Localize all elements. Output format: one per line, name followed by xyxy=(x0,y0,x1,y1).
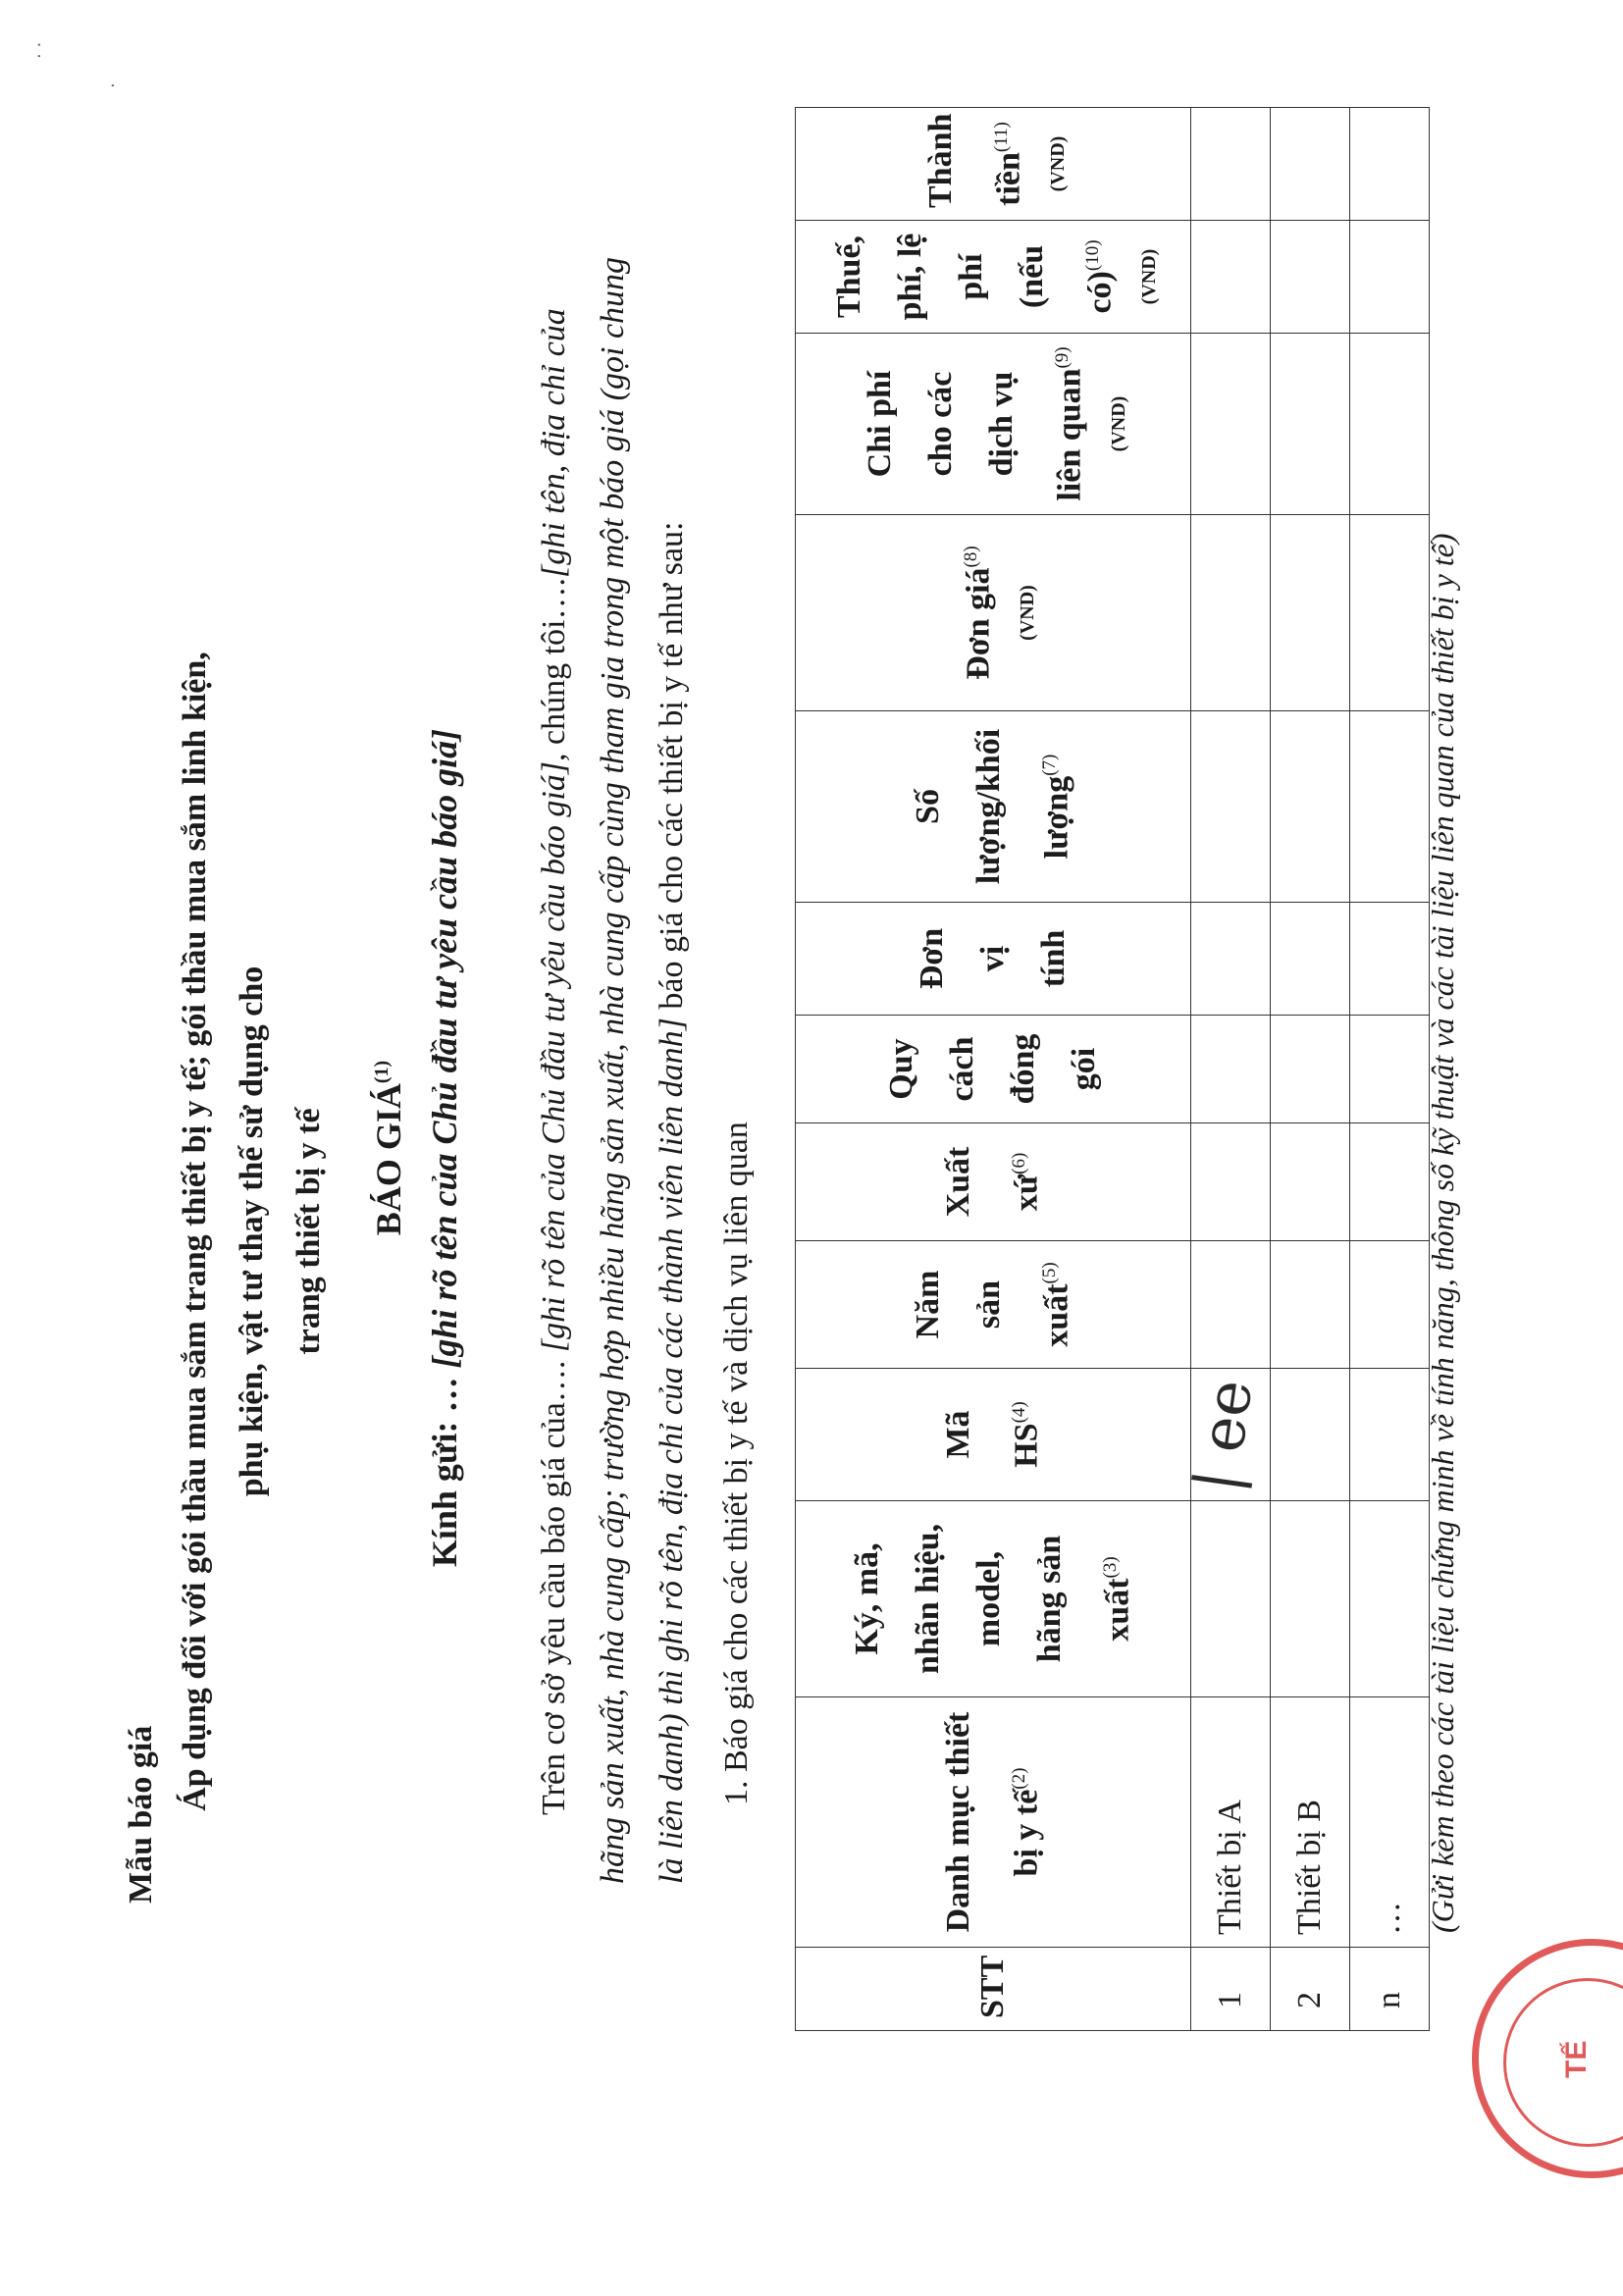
scan-speck: · · xyxy=(29,41,50,59)
header-origin: Xuất xứ$^{(6)}$ xyxy=(796,1123,1191,1241)
title-note: (1) xyxy=(371,1060,393,1084)
applies-to-heading xyxy=(167,628,338,1835)
stamp-text: TẾ xyxy=(1560,2040,1593,2078)
header-unit-price: Đơn giá$^{(8)}$ (VND) xyxy=(796,515,1191,711)
row-device-name: Thiết bị A xyxy=(1191,1697,1271,1948)
row-stt: n xyxy=(1350,1948,1430,2031)
header-packaging: Quy cách đóng gói xyxy=(796,1016,1191,1123)
form-label: Mẫu báo giá xyxy=(123,1725,159,1904)
header-hs-code: Mã HS$^{(4)}$ xyxy=(796,1369,1191,1501)
applies-to-line1: Áp dụng đối với gói thầu mua sắm trang thiết bị y tế; gói thầu mua sắm linh kiện, phụ kiện, vật tư thay thế sử dụng cho xyxy=(177,652,270,1811)
quote-table xyxy=(795,107,1430,2031)
table-row xyxy=(1271,108,1350,2031)
intro-text: , chúng tôi…. xyxy=(536,578,572,761)
header-stt: STT xyxy=(796,1948,1191,2031)
intro-text: Trên cơ sở yêu cầu báo giá của…. xyxy=(536,1352,572,1815)
row-device-name: … xyxy=(1350,1697,1430,1948)
header-device-list: Danh mục thiết bị y tế$^{(2)}$ xyxy=(796,1697,1191,1948)
row-device-name: Thiết bị B xyxy=(1271,1697,1350,1948)
row-stt: 2 xyxy=(1271,1948,1350,2031)
table-row xyxy=(1191,108,1271,2031)
attachment-footnote: (Gửi kèm theo các tài liệu chứng minh về tính năng, thông số kỹ thuật và các tài liệu liên quan của thiết bị y tế) xyxy=(1425,533,1460,1933)
header-service-cost: Chi phí cho các dịch vụ liên quan$^{(9)}$ (VND) xyxy=(796,334,1191,515)
title-text: BÁO GIÁ xyxy=(369,1083,408,1236)
header-taxes: Thuế, phí, lệ phí (nếu có)$^{(10)}$ (VND) xyxy=(796,221,1191,334)
document-title xyxy=(368,0,409,2296)
scan-speck: · xyxy=(103,82,124,88)
header-total: Thành tiền$^{(11)}$ (VND) xyxy=(796,108,1191,221)
salutation xyxy=(424,0,465,2296)
header-year: Năm sản xuất$^{(5)}$ xyxy=(796,1241,1191,1369)
header-brand-model: Ký, mã, nhãn hiệu, model, hãng sản xuất$^{(3)}$ xyxy=(796,1501,1191,1697)
section-heading: 1. Báo giá cho các thiết bị y tế và dịch vụ liên quan xyxy=(718,1122,755,1805)
intro-paragraph xyxy=(525,235,702,1884)
header-quantity: Số lượng/khối lượng$^{(7)}$ xyxy=(796,711,1191,903)
table-header-row xyxy=(796,108,1191,2031)
header-unit: Đơn vị tính xyxy=(796,903,1191,1016)
salutation-placeholder: [ghi rõ tên của Chủ đầu tư yêu cầu báo giá] xyxy=(425,728,464,1369)
row-stt: 1 xyxy=(1191,1948,1271,2031)
table-row xyxy=(1350,108,1430,2031)
handwritten-initials: | ee xyxy=(1179,1375,1267,1496)
intro-text: báo giá cho các thiết bị y tế như sau: xyxy=(654,521,690,1018)
intro-placeholder: [ghi rõ tên của Chủ đầu tư yêu cầu báo giá] xyxy=(536,760,572,1353)
salutation-prefix: Kính gửi: … xyxy=(425,1368,464,1568)
intro-placeholder: [ghi tên, địa chỉ của hãng sản xuất, nhà cung cấp; trường hợp nhiều hãng sản xuất, nhà cung cấp cùng tham gia trong một báo giá (gọi chung là liên danh) thì ghi rõ tên, địa chỉ của các thành viên liên danh] xyxy=(536,256,690,1884)
applies-to-line2: trang thiết bị y tế xyxy=(290,1108,327,1355)
